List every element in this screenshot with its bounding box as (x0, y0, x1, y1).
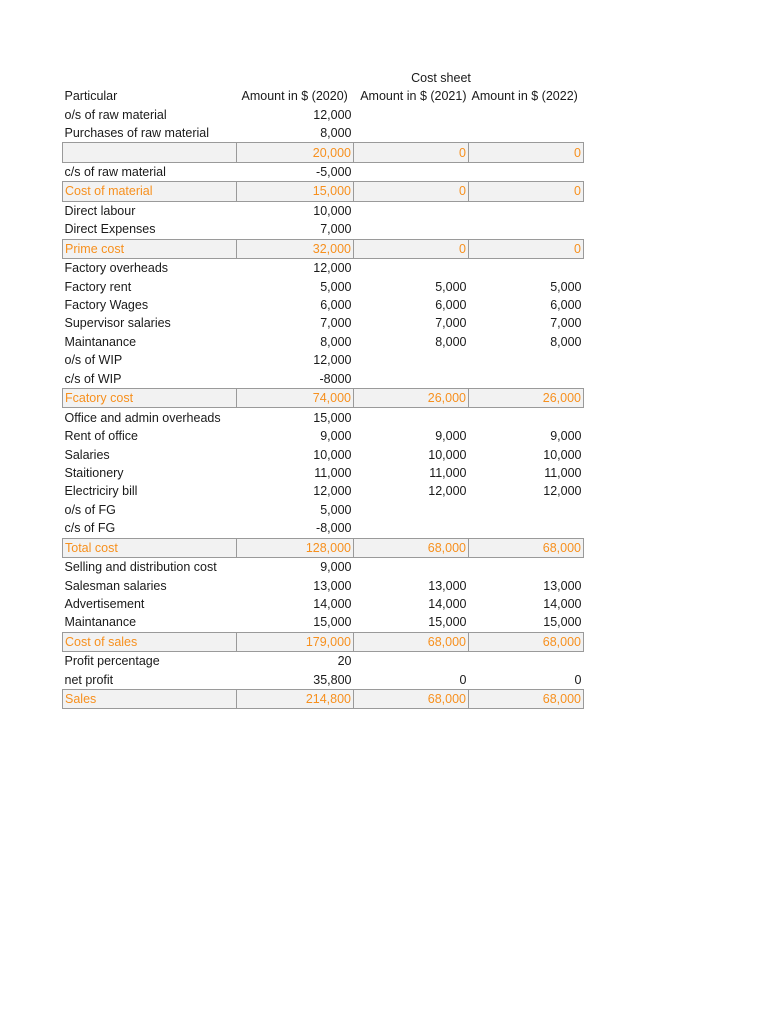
cell-2022[interactable] (469, 124, 584, 143)
cell-particular[interactable]: o/s of WIP (64, 353, 123, 368)
cell-2022[interactable]: 26,000 (469, 389, 584, 408)
cell-2020[interactable]: 5,000 (320, 502, 352, 517)
cell-2021[interactable] (354, 501, 469, 519)
cell-particular[interactable]: Profit percentage (64, 654, 160, 669)
cell-2021[interactable] (354, 351, 469, 369)
cell-2022[interactable] (469, 105, 584, 123)
cell-2022[interactable]: 7,000 (550, 316, 582, 331)
cell-2020[interactable]: 15,000 (237, 182, 354, 201)
table-row (63, 351, 584, 369)
subtotal-row (63, 538, 584, 557)
cell-particular[interactable]: Office and admin overheads (64, 410, 221, 425)
cell-2022[interactable] (469, 501, 584, 519)
cell-2020[interactable]: 20 (337, 654, 352, 669)
cell-particular[interactable]: Maintanance (64, 615, 137, 630)
table-row (63, 201, 584, 220)
table-row (63, 671, 584, 690)
cell-2020[interactable]: 12,000 (313, 107, 352, 122)
cell-2021[interactable] (354, 557, 469, 576)
cell-2020[interactable]: 35,800 (313, 672, 352, 687)
cell-2020[interactable]: 10,000 (313, 203, 352, 218)
cell-2021[interactable] (354, 124, 469, 143)
cell-2020[interactable]: 15,000 (313, 410, 352, 425)
cell-2022[interactable]: 13,000 (543, 578, 582, 593)
cell-2022[interactable]: 10,000 (543, 447, 582, 462)
cost-sheet-table (62, 87, 584, 709)
cell-2022[interactable] (469, 351, 584, 369)
cell-2021[interactable]: 9,000 (435, 429, 467, 444)
cell-2021[interactable]: 0 (354, 182, 469, 201)
cell-2022[interactable] (469, 519, 584, 538)
table-row (63, 427, 584, 445)
cell-2021[interactable]: 10,000 (428, 447, 467, 462)
cell-particular[interactable]: o/s of FG (64, 502, 116, 517)
table-row (63, 370, 584, 389)
cell-2021[interactable]: 5,000 (435, 279, 467, 294)
cell-2021[interactable]: 13,000 (428, 578, 467, 593)
cell-2020[interactable]: 7,000 (320, 222, 352, 237)
cell-particular[interactable]: Sales (63, 690, 237, 709)
cell-particular[interactable]: Direct labour (64, 203, 136, 218)
table-row (63, 576, 584, 594)
cell-2021[interactable] (354, 162, 469, 181)
cell-2020[interactable]: 32,000 (237, 239, 354, 258)
table-row (63, 105, 584, 123)
cell-particular[interactable]: Electriciry bill (64, 484, 138, 499)
cell-2020[interactable]: 8,000 (320, 334, 352, 349)
cell-2022[interactable] (469, 370, 584, 389)
cell-particular[interactable]: Total cost (63, 538, 237, 557)
cell-2021[interactable]: 14,000 (428, 597, 467, 612)
cell-2020[interactable]: -8,000 (316, 521, 352, 536)
cell-2020[interactable]: 9,000 (320, 429, 352, 444)
cell-2020[interactable]: 10,000 (313, 447, 352, 462)
cell-2021[interactable]: 0 (459, 672, 467, 687)
cell-particular[interactable]: Cost of sales (63, 632, 237, 651)
table-row (63, 557, 584, 576)
header-2022: Amount in $ (2022) (471, 89, 578, 104)
cell-2020[interactable]: 20,000 (237, 143, 354, 162)
header-row (63, 87, 584, 105)
cell-2022[interactable]: 0 (469, 239, 584, 258)
table-row (63, 314, 584, 332)
cell-2020[interactable]: 128,000 (237, 538, 354, 557)
sheet-title: Cost sheet (411, 71, 471, 85)
cell-2021[interactable] (354, 201, 469, 220)
table-row (63, 613, 584, 632)
cell-2021[interactable] (354, 652, 469, 671)
cell-2022[interactable] (469, 258, 584, 277)
cell-particular[interactable]: Purchases of raw material (64, 126, 210, 141)
subtotal-row (63, 239, 584, 258)
table-row (63, 258, 584, 277)
cell-2020[interactable]: 214,800 (237, 690, 354, 709)
cell-2022[interactable] (469, 201, 584, 220)
cell-2022[interactable]: 68,000 (469, 632, 584, 651)
cell-2021[interactable]: 11,000 (429, 465, 467, 480)
cell-2020[interactable]: 9,000 (320, 560, 352, 575)
subtotal-row (63, 182, 584, 201)
cell-particular[interactable]: Factory overheads (64, 261, 169, 276)
header-2021: Amount in $ (2021) (360, 89, 467, 104)
table-row (63, 501, 584, 519)
cell-2020[interactable]: 12,000 (313, 353, 352, 368)
cell-particular[interactable]: Salaries (64, 447, 110, 462)
cell-2020[interactable]: 74,000 (237, 389, 354, 408)
cell-2022[interactable]: 0 (469, 143, 584, 162)
cell-2021[interactable]: 68,000 (354, 538, 469, 557)
cell-2020[interactable]: 15,000 (313, 615, 352, 630)
cell-2022[interactable]: 11,000 (544, 465, 582, 480)
cell-2021[interactable] (354, 105, 469, 123)
table-row (63, 408, 584, 427)
cell-2021[interactable] (354, 258, 469, 277)
cell-particular[interactable]: c/s of FG (64, 521, 116, 536)
table-row (63, 124, 584, 143)
table-row (63, 162, 584, 181)
cell-2021[interactable] (354, 519, 469, 538)
cell-particular[interactable]: Prime cost (63, 239, 237, 258)
table-row (63, 519, 584, 538)
cell-particular[interactable]: Factory rent (64, 279, 132, 294)
cell-2020[interactable]: 8,000 (320, 126, 352, 141)
cell-particular[interactable]: Selling and distribution cost (64, 560, 217, 575)
cell-2021[interactable]: 0 (354, 239, 469, 258)
cell-2022[interactable]: 0 (469, 182, 584, 201)
cell-2022[interactable]: 12,000 (543, 484, 582, 499)
cell-2022[interactable]: 6,000 (550, 298, 582, 313)
cell-2020[interactable]: -8000 (319, 371, 352, 386)
cell-2022[interactable]: 14,000 (543, 597, 582, 612)
cell-particular[interactable]: Maintanance (64, 334, 137, 349)
cell-particular[interactable]: net profit (64, 672, 114, 687)
cell-2020[interactable]: 7,000 (320, 316, 352, 331)
cell-2020[interactable]: -5,000 (316, 164, 352, 179)
table-row (63, 296, 584, 314)
cell-particular[interactable]: Salesman salaries (64, 578, 167, 593)
cell-2022[interactable]: 68,000 (469, 538, 584, 557)
cell-2022[interactable]: 68,000 (469, 690, 584, 709)
cell-2022[interactable] (469, 162, 584, 181)
cell-2020[interactable]: 12,000 (313, 484, 352, 499)
subtotal-row (63, 389, 584, 408)
table-row (63, 482, 584, 500)
header-particular: Particular (64, 89, 118, 104)
cell-2021[interactable]: 68,000 (354, 690, 469, 709)
cell-2021[interactable]: 6,000 (435, 298, 467, 313)
cell-2022[interactable] (469, 408, 584, 427)
subtotal-row (63, 143, 584, 162)
cell-2020[interactable]: 179,000 (237, 632, 354, 651)
cell-particular[interactable]: Staitionery (64, 465, 124, 480)
cell-particular[interactable] (63, 143, 237, 162)
cell-2021[interactable]: 15,000 (428, 615, 467, 630)
cell-2022[interactable]: 15,000 (543, 615, 582, 630)
table-row (63, 595, 584, 613)
table-row (63, 445, 584, 463)
cell-2021[interactable] (354, 220, 469, 239)
cell-particular[interactable]: Direct Expenses (64, 222, 156, 237)
cell-particular[interactable]: Fcatory cost (63, 389, 237, 408)
cell-2021[interactable] (354, 370, 469, 389)
table-row (63, 333, 584, 351)
table-row (63, 277, 584, 295)
cell-2022[interactable] (469, 557, 584, 576)
cell-2020[interactable]: 11,000 (314, 465, 352, 480)
cell-2022[interactable]: 8,000 (550, 334, 582, 349)
cell-2020[interactable]: 12,000 (313, 261, 352, 276)
cell-2020[interactable]: 13,000 (313, 578, 352, 593)
cell-2021[interactable]: 12,000 (428, 484, 467, 499)
table-row (63, 464, 584, 482)
cell-2021[interactable]: 26,000 (354, 389, 469, 408)
table-row (63, 652, 584, 671)
cell-particular[interactable]: c/s of WIP (64, 371, 122, 386)
cell-2020[interactable]: 5,000 (320, 279, 352, 294)
cell-2021[interactable]: 8,000 (435, 334, 467, 349)
cell-2022[interactable]: 9,000 (550, 429, 582, 444)
cell-particular[interactable]: Cost of material (63, 182, 237, 201)
cell-2021[interactable]: 68,000 (354, 632, 469, 651)
cell-2021[interactable]: 0 (354, 143, 469, 162)
cell-2021[interactable] (354, 408, 469, 427)
cell-2021[interactable]: 7,000 (435, 316, 467, 331)
cell-2020[interactable]: 14,000 (313, 597, 352, 612)
subtotal-row (63, 690, 584, 709)
cell-particular[interactable]: o/s of raw material (64, 107, 167, 122)
cell-particular[interactable]: Advertisement (64, 597, 145, 612)
cell-particular[interactable]: Rent of office (64, 429, 138, 444)
cell-2020[interactable]: 6,000 (320, 298, 352, 313)
cell-2022[interactable]: 5,000 (550, 279, 582, 294)
cell-2022[interactable]: 0 (574, 672, 582, 687)
cell-particular[interactable]: Factory Wages (64, 298, 149, 313)
header-2020: Amount in $ (2020) (241, 89, 348, 104)
cell-2022[interactable] (469, 652, 584, 671)
cell-particular[interactable]: c/s of raw material (64, 164, 166, 179)
cell-particular[interactable]: Supervisor salaries (64, 316, 171, 331)
cell-2022[interactable] (469, 220, 584, 239)
subtotal-row (63, 632, 584, 651)
table-row (63, 220, 584, 239)
